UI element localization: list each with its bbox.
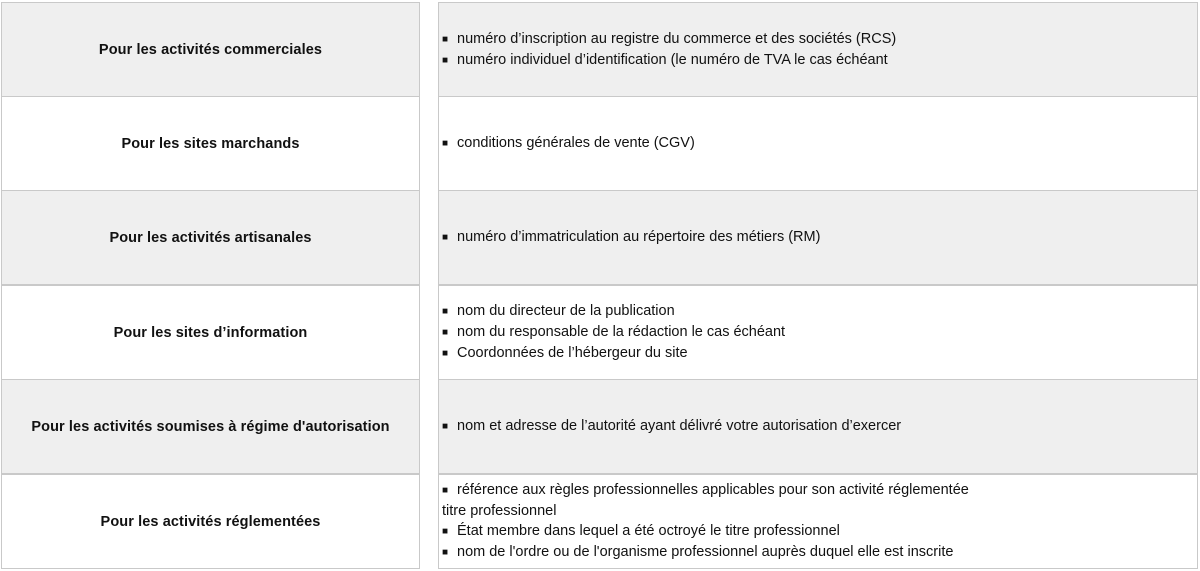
category-cell	[1, 285, 420, 380]
category-label: Pour les sites d’information	[113, 324, 308, 341]
list-item: ■ numéro d’immatriculation au répertoire des métiers (RM)	[442, 227, 1197, 248]
category-cell	[1, 190, 420, 285]
list-item: ■ État membre dans lequel a été octroyé le titre professionnel	[442, 521, 1197, 542]
table-row	[0, 190, 1200, 284]
requirements-cell	[438, 190, 1198, 285]
requirements-cell	[438, 2, 1198, 97]
list-item: ■ nom et adresse de l’autorité ayant délivré votre autorisation d’exercer	[442, 416, 1197, 437]
table-row	[0, 285, 1200, 379]
list-item: ■ numéro d’inscription au registre du commerce et des sociétés (RCS)	[442, 29, 1197, 50]
square-bullet-icon: ■	[442, 138, 449, 149]
requirements-cell	[438, 379, 1198, 474]
square-bullet-icon: ■	[442, 232, 449, 243]
category-cell	[1, 96, 420, 191]
requirements-cell	[438, 285, 1198, 380]
category-label: Pour les sites marchands	[121, 135, 300, 152]
square-bullet-icon: ■	[442, 547, 449, 558]
table-row	[0, 96, 1200, 190]
category-label: Pour les activités artisanales	[109, 229, 312, 246]
list-item: ■ nom de l'ordre ou de l'organisme professionnel auprès duquel elle est inscrite	[442, 542, 1197, 563]
square-bullet-icon: ■	[442, 327, 449, 338]
requirements-cell	[438, 474, 1198, 569]
list-item: ■ conditions générales de vente (CGV)	[442, 133, 1197, 154]
square-bullet-icon: ■	[442, 485, 449, 496]
list-item-continuation: titre professionnel	[442, 503, 557, 519]
list-item: ■ Coordonnées de l’hébergeur du site	[442, 343, 1197, 364]
list-item: ■ référence aux règles professionnelles applicables pour son activité réglementée	[442, 480, 1197, 501]
list-item: ■ numéro individuel d’identification (le numéro de TVA le cas échéant	[442, 50, 1197, 71]
table-row	[0, 379, 1200, 473]
requirements-cell	[438, 96, 1198, 191]
square-bullet-icon: ■	[442, 421, 449, 432]
category-label: Pour les activités réglementées	[100, 513, 321, 530]
square-bullet-icon: ■	[442, 306, 449, 317]
square-bullet-icon: ■	[442, 526, 449, 537]
list-item: ■ nom du directeur de la publication	[442, 301, 1197, 322]
list-item: ■ nom du responsable de la rédaction le cas échéant	[442, 322, 1197, 343]
category-cell	[1, 379, 420, 474]
category-label: Pour les activités commerciales	[98, 41, 323, 58]
square-bullet-icon: ■	[442, 348, 449, 359]
table-row	[0, 2, 1200, 96]
square-bullet-icon: ■	[442, 54, 449, 66]
table-row	[0, 474, 1200, 568]
square-bullet-icon: ■	[442, 33, 449, 45]
category-label: Pour les activités soumises à régime d'autorisation	[31, 418, 390, 435]
category-cell	[1, 2, 420, 97]
category-cell	[1, 474, 420, 569]
